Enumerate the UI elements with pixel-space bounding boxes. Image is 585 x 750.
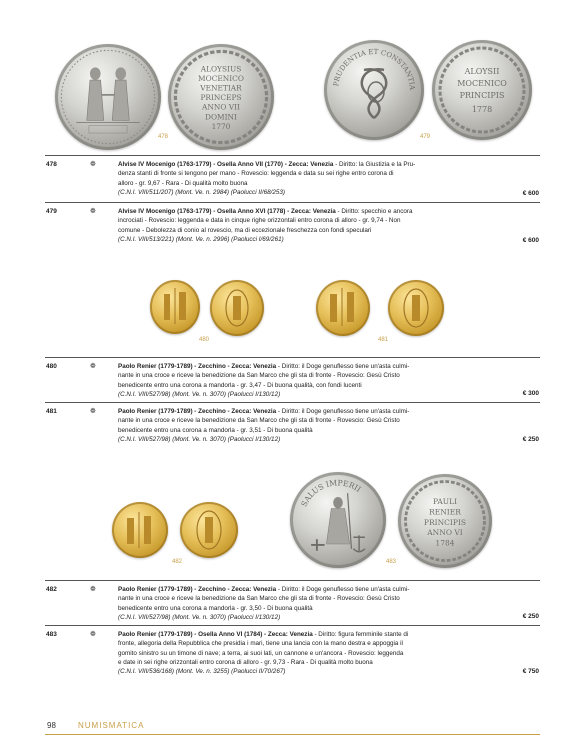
- lot-line: nante in una croce e riceve la benedizione da San Marco che gli sta di fronte - Rovescio: Gesù Cristo: [118, 372, 400, 380]
- lot-title: Paolo Renier (1779-1789) - Zecchino - Zecca: Venezia: [118, 586, 277, 593]
- lot-line: benedicente entro una corona a mandorla - gr. 3,47 - Di buona qualità, con fondi lucenti: [118, 381, 362, 389]
- lot-line: alloro - gr. 9,67 - Rara - Di qualità molto buona: [118, 179, 248, 187]
- footer-rule: [45, 734, 540, 735]
- lot-line: fronte, allegoria della Repubblica che presidia i mari, tiene una lancia con la mano destra e appoggia il: [118, 640, 403, 648]
- entry-divider: [45, 402, 540, 403]
- coin-483-obverse: [290, 472, 386, 568]
- coin-482-obverse: [112, 502, 168, 558]
- coin-478-legend-line: MOCENICO: [198, 74, 244, 84]
- lot-line: denza stanti di fronte si tengono per mano - Rovescio: leggenda e data su sei righe entro corona di: [118, 170, 394, 178]
- section-title: NUMISMATICA: [78, 721, 145, 730]
- coin-481-obverse: [316, 280, 370, 336]
- lot-line: - Diritto: il Doge genuflesso tiene un'asta culmi-: [276, 586, 410, 593]
- coin-icon: ❁: [90, 208, 96, 215]
- lot-line: gomito sinistro su un timone di nave; a terra, ai suoi lati, un cannone e un'ancora - Rovescio: leggenda: [118, 649, 404, 657]
- lot-line: - Diritto: il Doge genuflesso tiene un'asta culmi-: [276, 408, 410, 415]
- image-label-482: 482: [172, 559, 183, 565]
- coin-479-legend-line: 1778: [471, 105, 493, 114]
- lot-title: Paolo Renier (1779-1789) - Zecchino - Zecca: Venezia: [118, 408, 277, 415]
- lot-description: [118, 207, 488, 244]
- coin-478-legend-line: PRINCEPS: [200, 93, 242, 103]
- coin-480-reverse: [210, 280, 264, 336]
- lot-price: € 250: [522, 613, 539, 620]
- lot-description: [118, 585, 488, 622]
- coin-icon: ❁: [90, 408, 96, 415]
- lot-number: 481: [46, 408, 57, 415]
- lot-price: € 300: [522, 390, 539, 397]
- lot-number: 483: [46, 631, 57, 638]
- lot-title: Paolo Renier (1779-1789) - Zecchino - Zecca: Venezia: [118, 363, 277, 370]
- lot-line: nante in una croce e riceve la benedizione da San Marco che gli sta di fronte - Rovescio: Gesù Cristo: [118, 595, 400, 603]
- lot-line: - Diritto: specchio e ancora: [335, 208, 413, 215]
- entry-divider: [45, 155, 540, 156]
- entry-divider: [45, 357, 540, 358]
- lot-line: - Diritto: il Doge genuflesso tiene un'asta culmi-: [276, 363, 410, 370]
- lot-line: nante in una croce e riceve la benedizione da San Marco che gli sta di fronte - Rovescio: Gesù Cristo: [118, 417, 400, 425]
- coin-icon: ❁: [90, 363, 96, 370]
- lot-number: 480: [46, 363, 57, 370]
- coin-483-legend-line: PAULI: [432, 497, 458, 507]
- lot-description: [118, 407, 488, 444]
- image-label-478: 478: [158, 134, 169, 140]
- coin-483-legend-line: 1784: [435, 538, 455, 548]
- coin-icon: ❁: [90, 631, 96, 638]
- coin-479-legend-line: MOCENICO: [457, 79, 507, 88]
- lot-description: [118, 630, 488, 676]
- coin-479-legend-line: PRINCIPIS: [459, 91, 505, 100]
- coin-478-legend-line: ALOYSIUS: [200, 64, 242, 74]
- coin-479-legend: PRUDENTIA ET CONSTANTIA: [332, 47, 417, 91]
- lot-title: Alvise IV Mocenigo (1763-1779) - Osella Anno XVI (1778) - Zecca: Venezia: [118, 208, 336, 215]
- coin-481-reverse: [388, 280, 444, 336]
- coin-icon: ❁: [90, 586, 96, 593]
- coin-478-legend-line: ANNO VII: [202, 102, 240, 112]
- svg-text:SALUS IMPERII: [299, 478, 362, 508]
- entry-divider: [45, 580, 540, 581]
- lot-price: € 750: [522, 668, 539, 675]
- coin-478-legend-line: 1770: [211, 121, 231, 131]
- lot-reference: (C.N.I. VIII/513/221) (Mont. Ve. n. 2996) (Paolucci I/69/261): [118, 235, 284, 243]
- lot-line: benedicente entro una corona a mandorla - gr. 3,50 - Di buona qualità: [118, 604, 313, 612]
- coin-478-obverse: [55, 44, 161, 150]
- image-label-480: 480: [199, 337, 210, 343]
- lot-number: 479: [46, 208, 57, 215]
- lot-reference: (C.N.I. VIII/527/98) (Mont. Ve. n. 3070) (Paolucci I/130/12): [118, 613, 281, 621]
- image-label-483: 483: [386, 559, 397, 565]
- lot-number: 482: [46, 586, 57, 593]
- lot-price: € 250: [522, 436, 539, 443]
- coin-478-legend-line: DOMINI: [205, 112, 237, 122]
- lot-description: [118, 362, 488, 399]
- lot-number: 478: [46, 161, 57, 168]
- lot-price: € 600: [522, 190, 539, 197]
- page-number: 98: [47, 721, 56, 730]
- lot-reference: (C.N.I. VIII/511/207) (Mont. Ve. n. 2984) (Paolucci II/68/253): [118, 188, 285, 196]
- lot-line: benedicente entro una corona a mandorla - gr. 3,51 - Di buona qualità: [118, 426, 313, 434]
- image-label-481: 481: [378, 337, 389, 343]
- lot-reference: (C.N.I. VIII/527/98) (Mont. Ve. n. 3070) (Paolucci I/130/12): [118, 390, 281, 398]
- lot-line: comune - Debolezza di conio al rovescio, ma di eccezionale freschezza con fondi speculari: [118, 226, 372, 234]
- coin-483-legend-line: PRINCIPIS: [423, 517, 467, 527]
- coin-482-reverse: [180, 502, 238, 558]
- lot-price: € 600: [522, 237, 539, 244]
- coin-478-reverse: [168, 44, 274, 150]
- coin-483-legend-line: RENIER: [429, 507, 461, 517]
- lot-line: - Diritto: la Giustizia e la Pru-: [333, 161, 416, 168]
- coin-483-legend-line: ANNO VI: [427, 528, 463, 538]
- lot-description: [118, 160, 488, 197]
- coin-479-legend-line: ALOYSII: [464, 67, 500, 76]
- lot-line: incrociati - Rovescio: leggenda e data in cinque righe orizzontali entro corona di alloro - gr. 9,74 - Non: [118, 217, 401, 225]
- coin-480-obverse: [150, 280, 200, 334]
- coin-483-reverse: [398, 474, 492, 568]
- entry-divider: [45, 202, 540, 203]
- coin-483-legend: SALUS IMPERII: [299, 478, 363, 509]
- lot-reference: (C.N.I. VIII/527/98) (Mont. Ve. n. 3070) (Paolucci I/130/12): [118, 435, 281, 443]
- entry-divider: [45, 625, 540, 626]
- coin-icon: ❁: [90, 161, 96, 168]
- image-label-479: 479: [420, 134, 431, 140]
- coin-478-legend-line: VENETIAR: [200, 83, 242, 93]
- coin-479-reverse: [432, 40, 532, 140]
- lot-line: - Diritto: figura femminile stante di: [312, 631, 409, 638]
- coin-479-obverse: [324, 40, 424, 140]
- lot-reference: (C.N.I. VIII/536/168) (Mont. Ve. n. 3255) (Paolucci II/70/267): [118, 668, 286, 676]
- lot-title: Paolo Renier (1779-1789) - Osella Anno VI (1784) - Zecca: Venezia: [118, 631, 313, 638]
- lot-line: e date in sei righe orizzontali entro corona di alloro - gr. 9,73 - Rara - Di qualità molto buona: [118, 658, 373, 666]
- lot-title: Alvise IV Mocenigo (1763-1779) - Osella Anno VII (1770) - Zecca: Venezia: [118, 161, 334, 168]
